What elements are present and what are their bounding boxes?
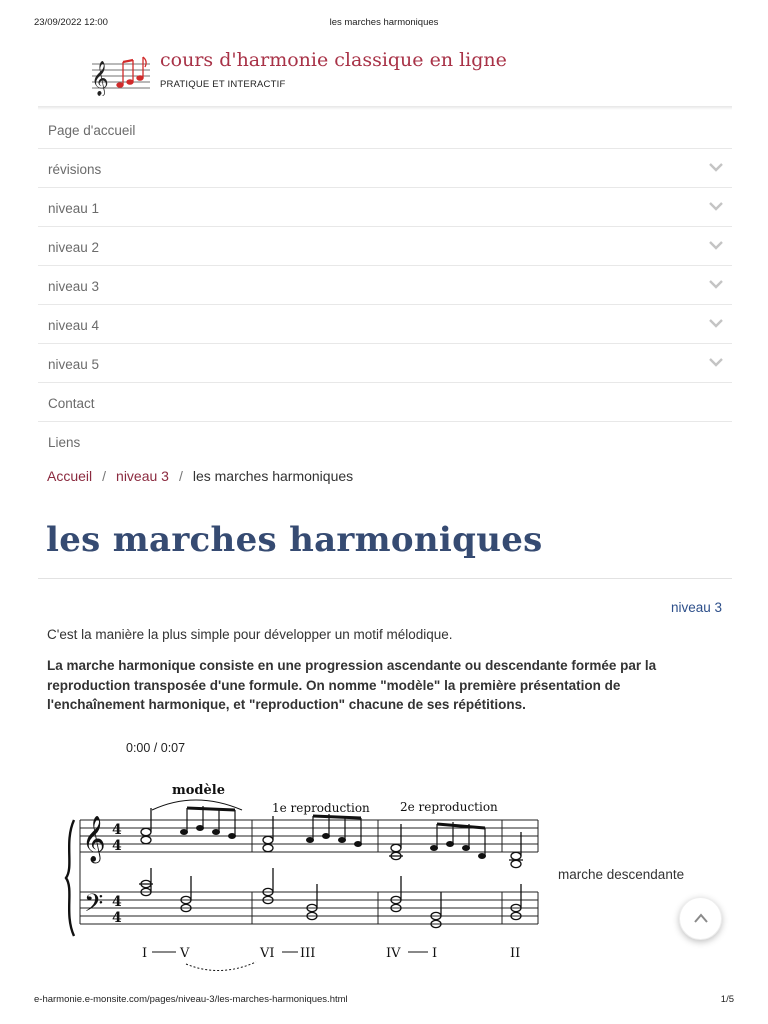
chevron-down-icon[interactable] (709, 240, 723, 250)
svg-text:𝄞: 𝄞 (82, 816, 106, 862)
nav-item-niveau-1[interactable] (38, 188, 732, 227)
chevron-down-icon[interactable] (709, 162, 723, 172)
breadcrumb-home-link[interactable]: Accueil (47, 468, 93, 484)
degree-label: II (510, 946, 521, 961)
title-divider (38, 578, 732, 579)
time-sig-treble-bottom: 4 (112, 838, 122, 854)
nav-item-niveau-2[interactable] (38, 227, 732, 266)
nav-item-home[interactable] (38, 110, 732, 149)
print-date: 23/09/2022 12:00 (34, 17, 108, 28)
score-label-repro2: 2e reproduction (400, 800, 498, 814)
print-page-number: 1/5 (720, 994, 734, 1005)
chevron-up-icon (693, 912, 709, 924)
nav-item-contact[interactable] (38, 383, 732, 422)
degree-label: I (142, 946, 148, 961)
nav-item-label: niveau 2 (48, 240, 100, 255)
score-caption: marche descendante (558, 867, 685, 882)
music-score (60, 772, 542, 982)
print-url: e-harmonie.e-monsite.com/pages/niveau-3/les-marches-harmoniques.html (34, 994, 348, 1005)
site-title[interactable]: cours d'harmonie classique en ligne (160, 49, 507, 71)
site-subtitle: PRATIQUE ET INTERACTIF (160, 79, 286, 90)
nav-item-label: niveau 1 (48, 201, 100, 216)
nav-item-label: niveau 3 (48, 279, 100, 294)
print-title: les marches harmoniques (329, 17, 439, 28)
nav-item-revisions[interactable] (38, 149, 732, 188)
chevron-down-icon[interactable] (709, 279, 723, 289)
degree-label: V (180, 946, 190, 961)
degree-label: III (300, 946, 316, 961)
scroll-top-button[interactable] (679, 897, 722, 940)
nav-item-liens[interactable] (38, 422, 732, 460)
degree-label: VI (260, 946, 275, 961)
site-header (90, 44, 650, 104)
audio-player-time[interactable]: 0:00 / 0:07 (126, 741, 186, 755)
score-label-model: modèle (172, 783, 225, 798)
nav-item-label: Liens (48, 435, 81, 450)
music-notes-logo[interactable] (90, 52, 152, 96)
nav-item-label: Page d'accueil (48, 123, 136, 138)
chevron-down-icon[interactable] (709, 318, 723, 328)
nav-item-label: révisions (48, 162, 102, 177)
page-title: les marches harmoniques (46, 520, 543, 560)
chevron-down-icon[interactable] (709, 201, 723, 211)
svg-text:𝄞: 𝄞 (91, 61, 109, 96)
nav-item-niveau-4[interactable] (38, 305, 732, 344)
score-label-repro1: 1e reproduction (272, 801, 370, 815)
nav-item-niveau-5[interactable] (38, 344, 732, 383)
degree-label: I (432, 946, 438, 961)
chevron-down-icon[interactable] (709, 357, 723, 367)
breadcrumb (47, 468, 353, 484)
time-sig-bass-bottom: 4 (112, 910, 122, 926)
nav-item-label: niveau 4 (48, 318, 100, 333)
breadcrumb-category-link[interactable]: niveau 3 (116, 468, 169, 484)
definition-text: La marche harmonique consiste en une progression ascendante ou descendante formée par la reproduction transposée d'une formule. On nomme "modèle" la première présentation de l'enchaînement harmonique, et "reproduction" chacune de ses répétitions. (47, 658, 657, 712)
main-nav (38, 110, 732, 460)
intro-text: C'est la manière la plus simple pour développer un motif mélodique. (47, 627, 453, 642)
time-sig-bass-top: 4 (112, 894, 122, 910)
breadcrumb-separator: / (102, 468, 107, 484)
breadcrumb-current: les marches harmoniques (192, 468, 354, 484)
nav-item-label: niveau 5 (48, 357, 100, 372)
category-link[interactable]: niveau 3 (670, 600, 722, 615)
nav-item-niveau-3[interactable] (38, 266, 732, 305)
degree-label: IV (386, 946, 401, 961)
breadcrumb-separator: / (178, 468, 183, 484)
nav-item-label: Contact (48, 396, 95, 411)
time-sig-treble-top: 4 (112, 822, 122, 838)
svg-text:𝄢: 𝄢 (84, 889, 104, 924)
